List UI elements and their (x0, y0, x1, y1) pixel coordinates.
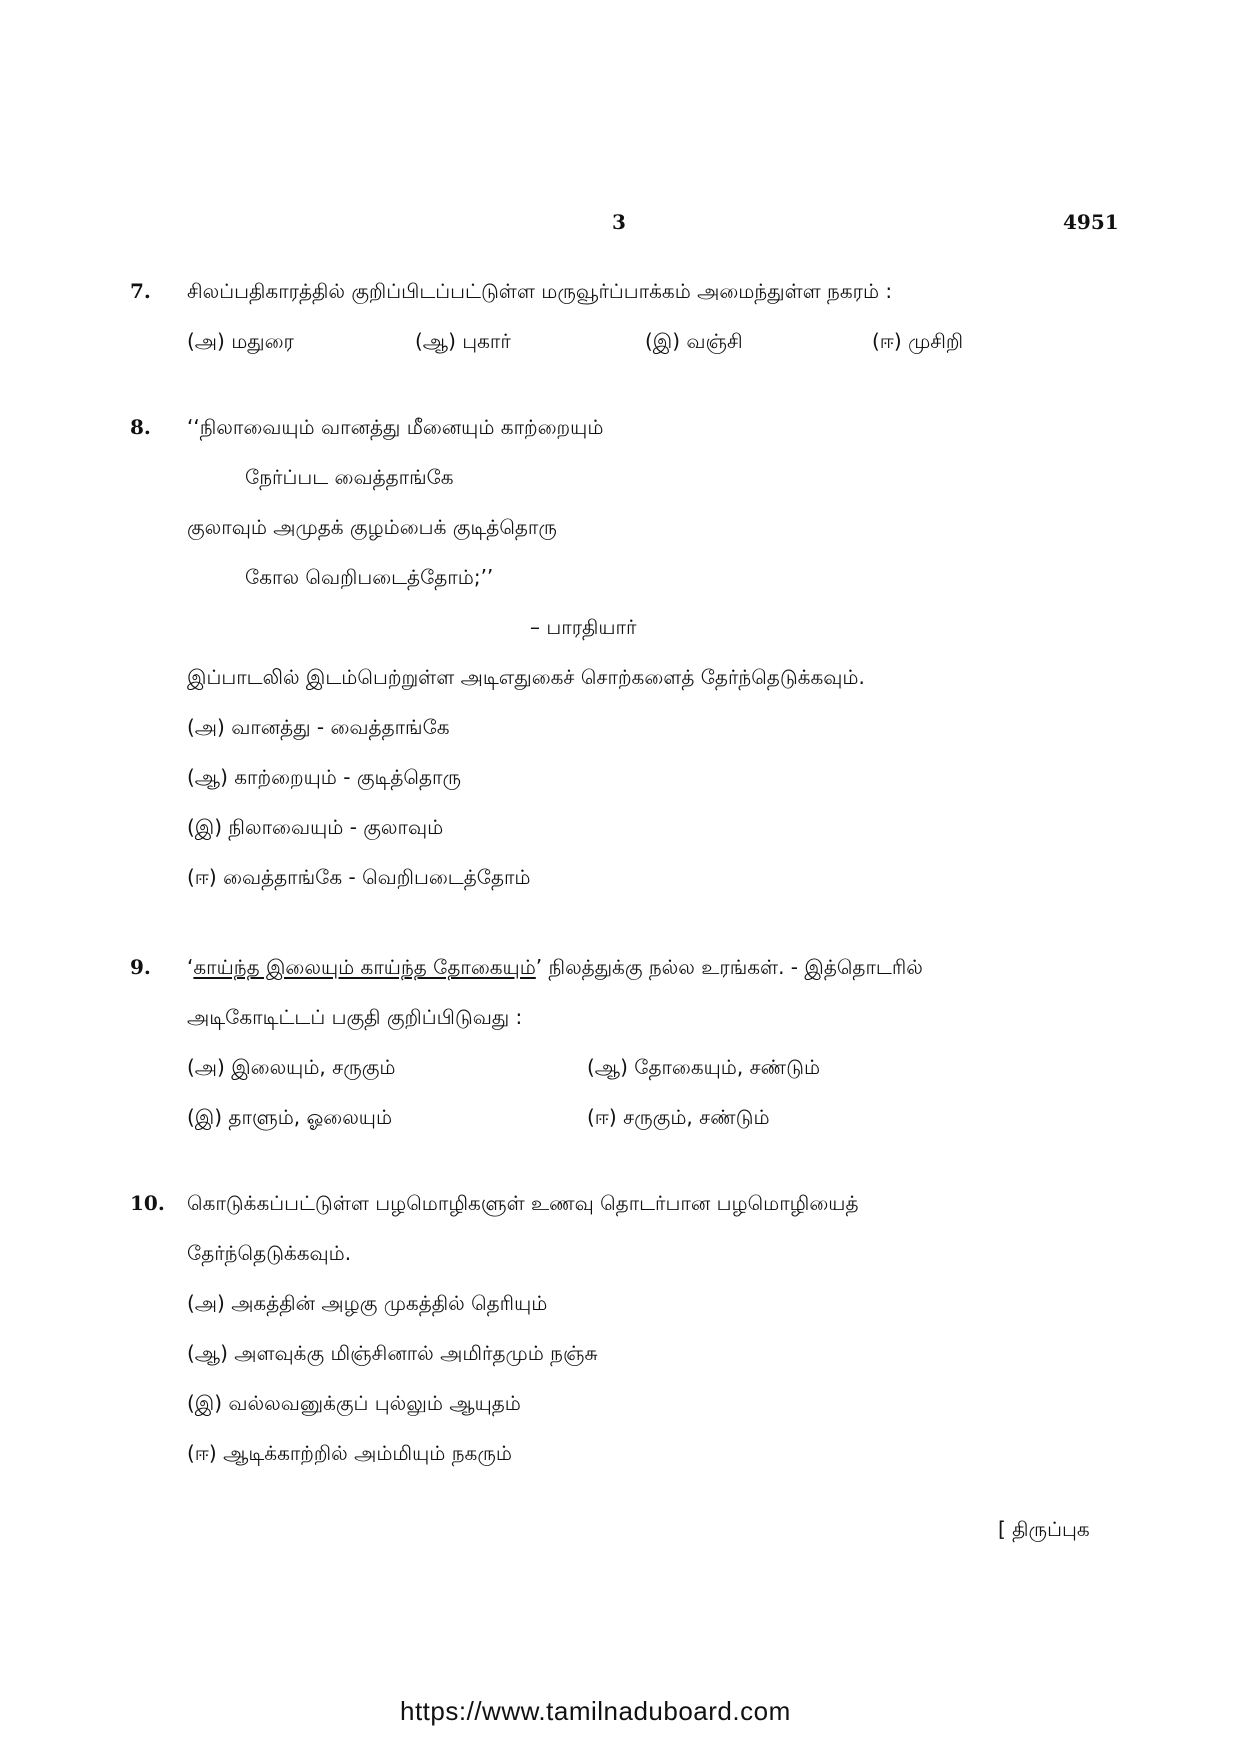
question-rest: ’ நிலத்துக்கு நல்ல உரங்கள். - இத்தொடரில் (535, 955, 923, 979)
option-c: (இ) நிலாவையும் - குலாவும் (187, 815, 444, 839)
continue-note: [ திருப்புக (998, 1517, 1090, 1541)
question-number: 10. (130, 1191, 165, 1215)
question-text: கொடுக்கப்பட்டுள்ள பழமொழிகளுள் உணவு தொடர்பான பழமொழியைத் (187, 1191, 859, 1215)
poem-line-1: ‘‘நிலாவையும் வானத்து மீனையும் காற்றையும் (187, 415, 604, 439)
question-text-line-2: அடிகோடிட்டப் பகுதி குறிப்பிடுவது : (187, 1005, 523, 1029)
option-a: (அ) மதுரை (187, 329, 294, 353)
option-d: (ஈ) சருகும், சண்டும் (587, 1105, 770, 1129)
poem-author: – பாரதியார் (530, 615, 637, 639)
option-d: (ஈ) வைத்தாங்கே - வெறிபடைத்தோம் (187, 865, 531, 889)
option-b: (ஆ) தோகையும், சண்டும் (587, 1055, 821, 1079)
paper-code: 4951 (1063, 210, 1119, 234)
poem-line-2: நேர்ப்பட வைத்தாங்கே (245, 465, 454, 489)
open-quote: ‘ (187, 955, 194, 979)
option-c: (இ) தாளும், ஓலையும் (187, 1105, 393, 1129)
option-d: (ஈ) முசிறி (872, 329, 964, 353)
option-a: (அ) அகத்தின் அழகு முகத்தில் தெரியும் (187, 1291, 548, 1315)
question-number: 9. (130, 955, 151, 979)
question-number: 7. (130, 279, 151, 303)
question-text (187, 954, 923, 980)
underlined-phrase: காய்ந்த இலையும் காய்ந்த தோகையும் (193, 955, 536, 979)
option-c: (இ) வல்லவனுக்குப் புல்லும் ஆயுதம் (187, 1391, 521, 1415)
option-b: (ஆ) புகார் (415, 329, 511, 353)
poem-line-4: கோல வெறிபடைத்தோம்;’’ (245, 565, 494, 589)
option-b: (ஆ) அளவுக்கு மிஞ்சினால் அமிர்தமும் நஞ்சு (187, 1341, 598, 1365)
poem-line-3: குலாவும் அமுதக் குழம்பைக் குடித்தொரு (187, 515, 557, 539)
option-d: (ஈ) ஆடிக்காற்றில் அம்மியும் நகரும் (187, 1441, 512, 1465)
page-number: 3 (612, 210, 626, 234)
question-text-line-2: தேர்ந்தெடுக்கவும். (187, 1241, 352, 1265)
option-a: (அ) வானத்து - வைத்தாங்கே (187, 715, 450, 739)
question-number: 8. (130, 415, 151, 439)
option-b: (ஆ) காற்றையும் - குடித்தொரு (187, 765, 462, 789)
option-a: (அ) இலையும், சருகும் (187, 1055, 396, 1079)
question-text: இப்பாடலில் இடம்பெற்றுள்ள அடிஎதுகைச் சொற்களைத் தேர்ந்தெடுக்கவும். (187, 665, 865, 689)
option-c: (இ) வஞ்சி (645, 329, 743, 353)
footer-url[interactable]: https://www.tamilnaduboard.com (400, 1696, 791, 1726)
question-text: சிலப்பதிகாரத்தில் குறிப்பிடப்பட்டுள்ள மருவூர்ப்பாக்கம் அமைந்துள்ள நகரம் : (187, 279, 893, 303)
